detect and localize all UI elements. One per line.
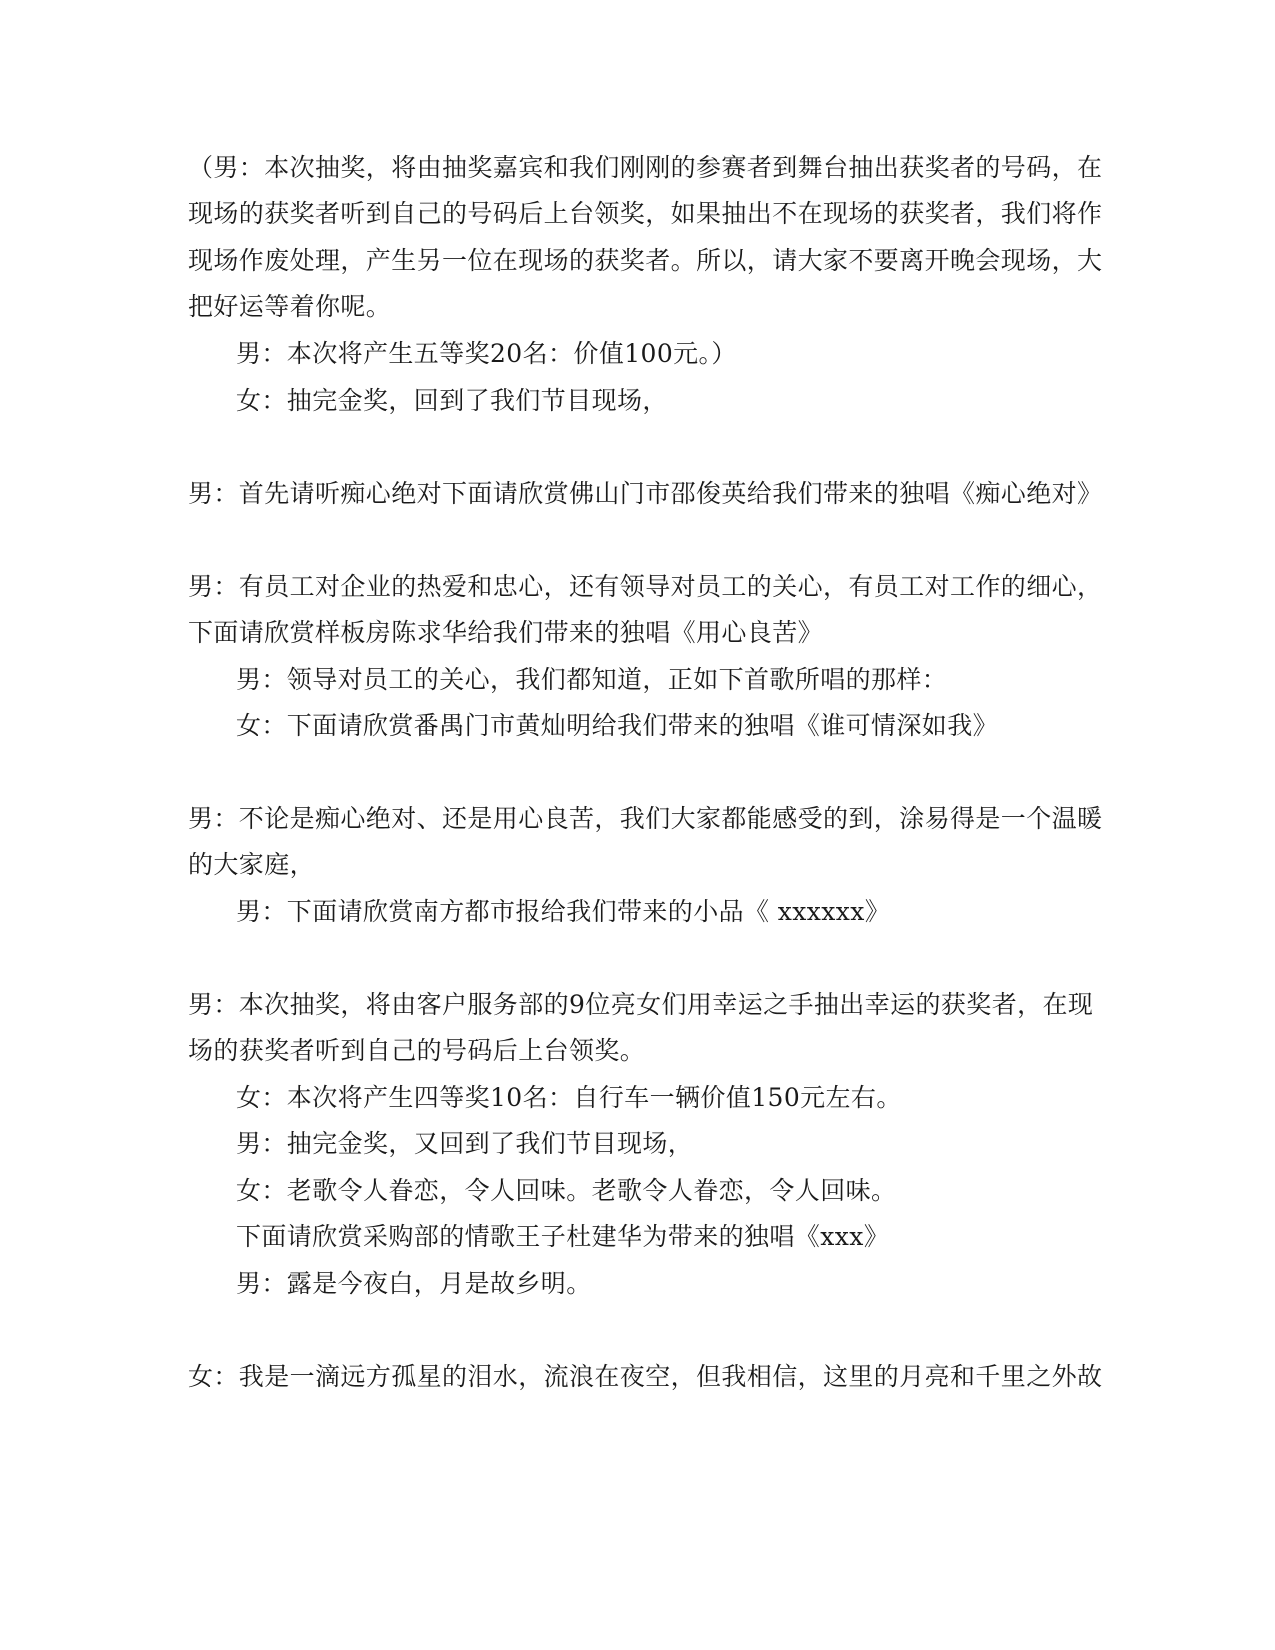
paragraph-line: 男：领导对员工的关心，我们都知道，正如下首歌所唱的那样：: [236, 665, 948, 694]
paragraph-line: 现场作废处理，产生另一位在现场的获奖者。所以，请大家不要离开晚会现场，大: [188, 246, 1103, 275]
paragraph-line: 女：抽完金奖，回到了我们节目现场，: [236, 386, 668, 415]
paragraph-line: 男：不论是痴心绝对、还是用心良苦，我们大家都能感受的到，涂易得是一个温暖: [188, 804, 1103, 833]
paragraph-line: （男：本次抽奖，将由抽奖嘉宾和我们刚刚的参赛者到舞台抽出获奖者的号码，在: [188, 153, 1103, 182]
paragraph-line: 男：露是今夜白，月是故乡明。: [236, 1269, 592, 1298]
paragraph-line: 男：本次抽奖，将由客户服务部的9位亮女们用幸运之手抽出幸运的获奖者，在现: [188, 990, 1094, 1019]
paragraph-line: 女：老歌令人眷恋，令人回味。老歌令人眷恋，令人回味。: [236, 1176, 897, 1205]
paragraph-line: 的大家庭，: [188, 850, 316, 879]
paragraph-line: 现场的获奖者听到自己的号码后上台领奖，如果抽出不在现场的获奖者，我们将作: [188, 199, 1103, 228]
paragraph-line: 把好运等着你呢。: [188, 292, 392, 321]
paragraph-line: 下面请欣赏采购部的情歌王子杜建华为带来的独唱《xxx》: [236, 1222, 890, 1251]
paragraph-line: 男：本次将产生五等奖20名：价值100元。）: [236, 339, 737, 368]
paragraph-line: 男：有员工对企业的热爱和忠心，还有领导对员工的关心，有员工对工作的细心，: [188, 572, 1103, 601]
paragraph-line: 男：抽完金奖，又回到了我们节目现场，: [236, 1129, 694, 1158]
paragraph-line: 场的获奖者听到自己的号码后上台领奖。: [188, 1036, 646, 1065]
paragraph-line: 男：首先请听痴心绝对下面请欣赏佛山门市邵俊英给我们带来的独唱《痴心绝对》: [188, 479, 1103, 508]
paragraph-line: 女：我是一滴远方孤星的泪水，流浪在夜空，但我相信，这里的月亮和千里之外故: [188, 1362, 1103, 1391]
paragraph-line: 下面请欣赏样板房陈求华给我们带来的独唱《用心良苦》: [188, 618, 824, 647]
paragraph-line: 女：本次将产生四等奖10名：自行车一辆价值150元左右。: [236, 1083, 902, 1112]
paragraph-line: 男：下面请欣赏南方都市报给我们带来的小品《 xxxxxx》: [236, 897, 891, 926]
paragraph-line: 女：下面请欣赏番禺门市黄灿明给我们带来的独唱《谁可情深如我》: [236, 711, 999, 740]
